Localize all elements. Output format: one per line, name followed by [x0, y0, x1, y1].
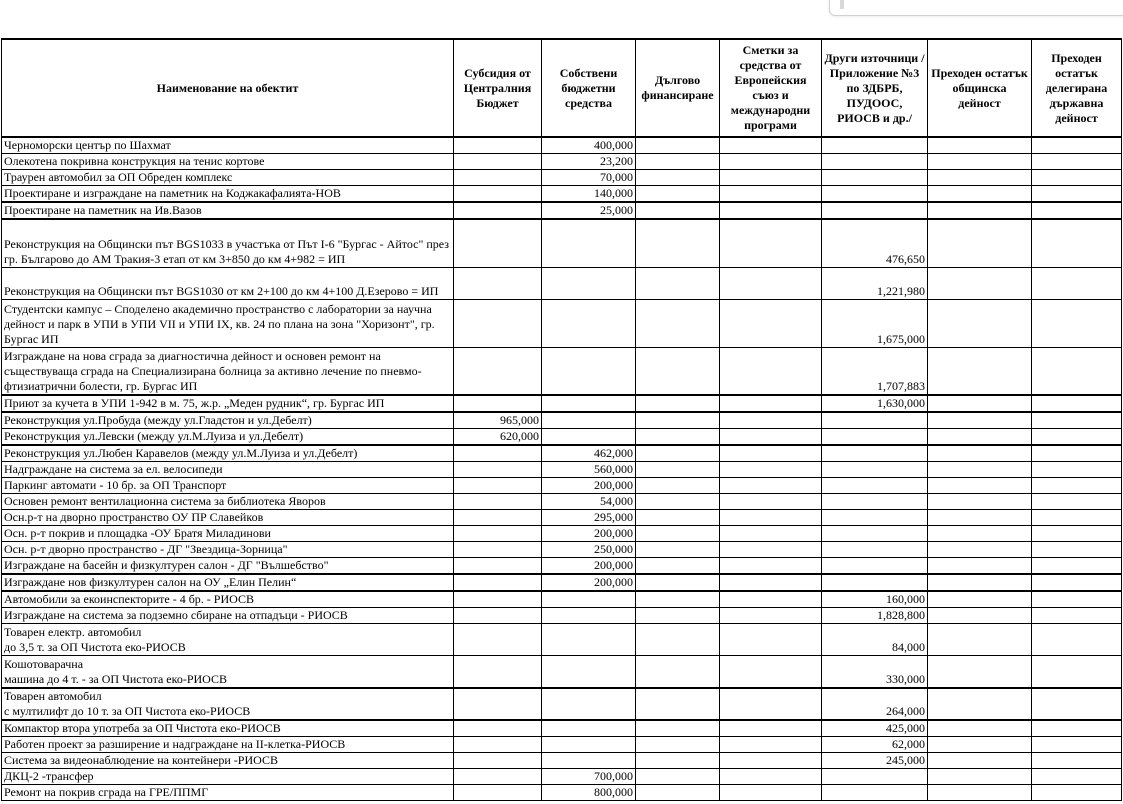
cell-transit-municipal	[928, 784, 1032, 800]
cell-other	[822, 768, 928, 784]
cell-debt	[636, 299, 720, 347]
cell-eu	[720, 526, 822, 542]
cell-transit-municipal	[928, 494, 1032, 510]
cell-own: 70,000	[542, 170, 636, 186]
budget-table	[1, 38, 1122, 801]
header-eu: Сметки за средства от Европейския съюз и международни програми	[720, 39, 822, 137]
cell-subsidy	[454, 219, 542, 267]
table-body	[2, 137, 1122, 800]
cell-other: 1,707,883	[822, 347, 928, 395]
cell-own: 295,000	[542, 510, 636, 526]
cell-transit-municipal	[928, 736, 1032, 752]
cell-transit-state	[1032, 526, 1122, 542]
cell-own: 462,000	[542, 445, 636, 462]
cell-transit-state	[1032, 137, 1122, 154]
table-row	[2, 478, 1122, 494]
cell-name: Реконструкция ул.Левски (между ул.М.Луиза и ул.Дебелт)	[2, 429, 454, 446]
cell-name: Изграждане нов физкултурен салон на ОУ „Елин Пелин“	[2, 574, 454, 591]
cell-own	[542, 656, 636, 688]
cell-debt	[636, 736, 720, 752]
cell-subsidy	[454, 445, 542, 462]
cell-debt	[636, 170, 720, 186]
cell-own	[542, 688, 636, 720]
cell-transit-state	[1032, 720, 1122, 737]
table-row	[2, 624, 1122, 656]
table-row	[2, 720, 1122, 737]
cell-other	[822, 494, 928, 510]
cell-eu	[720, 542, 822, 558]
cell-own	[542, 412, 636, 429]
cell-debt	[636, 154, 720, 170]
header-transit-municipal: Преходен остатък общинска дейност	[928, 39, 1032, 137]
cell-debt	[636, 526, 720, 542]
cell-debt	[636, 608, 720, 624]
table-row	[2, 510, 1122, 526]
cell-name: Траурен автомобил за ОП Обреден комплекс	[2, 170, 454, 186]
cell-transit-state	[1032, 202, 1122, 219]
cell-debt	[636, 688, 720, 720]
cell-transit-municipal	[928, 720, 1032, 737]
cell-eu	[720, 591, 822, 608]
cell-own: 400,000	[542, 137, 636, 154]
table-row	[2, 784, 1122, 800]
table-row	[2, 768, 1122, 784]
cell-debt	[636, 219, 720, 267]
cell-other: 160,000	[822, 591, 928, 608]
cell-debt	[636, 591, 720, 608]
cell-subsidy	[454, 688, 542, 720]
cell-debt	[636, 462, 720, 478]
table-row	[2, 574, 1122, 591]
cell-own: 25,000	[542, 202, 636, 219]
cell-name: Работен проект за разширение и надграждане на II-клетка-РИОСВ	[2, 736, 454, 752]
cell-subsidy	[454, 299, 542, 347]
cell-transit-municipal	[928, 608, 1032, 624]
cell-own: 200,000	[542, 478, 636, 494]
cell-transit-municipal	[928, 510, 1032, 526]
cell-subsidy	[454, 574, 542, 591]
cell-own: 23,200	[542, 154, 636, 170]
cell-debt	[636, 624, 720, 656]
cell-transit-state	[1032, 542, 1122, 558]
cell-name: Компактор втора употреба за ОП Чистота еко-РИОСВ	[2, 720, 454, 737]
cell-debt	[636, 137, 720, 154]
cell-transit-state	[1032, 510, 1122, 526]
table-row	[2, 429, 1122, 446]
cell-transit-state	[1032, 347, 1122, 395]
cell-eu	[720, 494, 822, 510]
cell-transit-state	[1032, 656, 1122, 688]
cell-transit-state	[1032, 170, 1122, 186]
header-row	[2, 39, 1122, 137]
cell-transit-state	[1032, 299, 1122, 347]
cell-transit-municipal	[928, 542, 1032, 558]
cell-transit-state	[1032, 445, 1122, 462]
cell-subsidy	[454, 347, 542, 395]
table-row	[2, 445, 1122, 462]
cell-other: 476,650	[822, 219, 928, 267]
cell-other: 84,000	[822, 624, 928, 656]
cell-subsidy	[454, 624, 542, 656]
cell-transit-municipal	[928, 526, 1032, 542]
cell-eu	[720, 186, 822, 203]
cell-transit-state	[1032, 574, 1122, 591]
cell-transit-state	[1032, 768, 1122, 784]
cell-subsidy	[454, 591, 542, 608]
cell-transit-municipal	[928, 186, 1032, 203]
find-divider	[840, 0, 844, 9]
cell-transit-state	[1032, 624, 1122, 656]
cell-other	[822, 202, 928, 219]
table-row	[2, 494, 1122, 510]
cell-other	[822, 137, 928, 154]
cell-other: 330,000	[822, 656, 928, 688]
cell-other	[822, 154, 928, 170]
cell-other	[822, 526, 928, 542]
cell-subsidy	[454, 736, 542, 752]
cell-eu	[720, 478, 822, 494]
cell-name: Товарен електр. автомобил до 3,5 т. за ОП Чистота еко-РИОСВ	[2, 624, 454, 656]
cell-name: ДКЦ-2 -трансфер	[2, 768, 454, 784]
cell-subsidy	[454, 478, 542, 494]
cell-subsidy	[454, 510, 542, 526]
cell-subsidy: 965,000	[454, 412, 542, 429]
cell-other	[822, 186, 928, 203]
cell-subsidy	[454, 137, 542, 154]
table-row	[2, 186, 1122, 203]
cell-other: 425,000	[822, 720, 928, 737]
cell-name: Студентски кампус – Споделено академично пространство с лаборатории за научна дейност и парк в УПИ в УПИ VII и УПИ IX, кв. 24 по плана на зона "Хоризонт", гр. Бургас ИП	[2, 299, 454, 347]
cell-debt	[636, 656, 720, 688]
cell-transit-state	[1032, 688, 1122, 720]
cell-name: Реконструкция ул.Любен Каравелов (между ул.М.Луиза и ул.Дебелт)	[2, 445, 454, 462]
table-row	[2, 267, 1122, 299]
cell-name: Осн. р-т покрив и площадка -ОУ Братя Миладинови	[2, 526, 454, 542]
cell-debt	[636, 768, 720, 784]
header-own: Собствени бюджетни средства	[542, 39, 636, 137]
table-row	[2, 752, 1122, 768]
cell-other: 62,000	[822, 736, 928, 752]
header-debt: Дългово финансиране	[636, 39, 720, 137]
cell-other	[822, 542, 928, 558]
cell-eu	[720, 137, 822, 154]
cell-own	[542, 624, 636, 656]
cell-transit-municipal	[928, 347, 1032, 395]
cell-transit-state	[1032, 784, 1122, 800]
cell-name: Изграждане на басейн и физкултурен салон - ДГ "Вълшебство"	[2, 558, 454, 575]
cell-subsidy	[454, 768, 542, 784]
cell-other: 1,675,000	[822, 299, 928, 347]
cell-subsidy	[454, 558, 542, 575]
cell-name: Изграждане на нова сграда за диагностична дейност и основен ремонт на съществуваща сграда на Специализирана болница за активно лечение по пневмо-фтизиатрични болести, гр. Бургас ИП	[2, 347, 454, 395]
find-text-input[interactable]	[829, 0, 1123, 16]
header-transit-state: Преходен остатък делегирана държавна дейност	[1032, 39, 1122, 137]
cell-other: 1,221,980	[822, 267, 928, 299]
table-row	[2, 688, 1122, 720]
cell-name: Проектиране и изграждане на паметник на Коджакафалията-НОВ	[2, 186, 454, 203]
cell-debt	[636, 267, 720, 299]
cell-own	[542, 395, 636, 412]
cell-other	[822, 445, 928, 462]
cell-other	[822, 412, 928, 429]
cell-other: 1,630,000	[822, 395, 928, 412]
cell-eu	[720, 608, 822, 624]
cell-eu	[720, 558, 822, 575]
cell-transit-state	[1032, 429, 1122, 446]
cell-debt	[636, 510, 720, 526]
cell-eu	[720, 429, 822, 446]
cell-transit-state	[1032, 186, 1122, 203]
cell-transit-state	[1032, 558, 1122, 575]
cell-eu	[720, 347, 822, 395]
table-row	[2, 542, 1122, 558]
cell-own: 250,000	[542, 542, 636, 558]
table-row	[2, 412, 1122, 429]
cell-transit-municipal	[928, 656, 1032, 688]
table-row	[2, 299, 1122, 347]
cell-transit-municipal	[928, 202, 1032, 219]
cell-transit-state	[1032, 462, 1122, 478]
cell-transit-municipal	[928, 429, 1032, 446]
cell-name: Олекотена покривна конструкция на тенис кортове	[2, 154, 454, 170]
cell-eu	[720, 299, 822, 347]
cell-debt	[636, 395, 720, 412]
cell-name: Черноморски център по Шахмат	[2, 137, 454, 154]
cell-transit-municipal	[928, 752, 1032, 768]
cell-subsidy	[454, 784, 542, 800]
cell-transit-state	[1032, 219, 1122, 267]
cell-debt	[636, 186, 720, 203]
cell-debt	[636, 558, 720, 575]
cell-eu	[720, 574, 822, 591]
cell-name: Паркинг автомати - 10 бр. за ОП Транспорт	[2, 478, 454, 494]
header-subsidy: Субсидия от Централния Бюджет	[454, 39, 542, 137]
cell-own: 200,000	[542, 574, 636, 591]
cell-transit-municipal	[928, 395, 1032, 412]
cell-eu	[720, 170, 822, 186]
cell-other	[822, 170, 928, 186]
cell-own	[542, 219, 636, 267]
table-row	[2, 395, 1122, 412]
cell-name: Автомобили за екоинспекторите - 4 бр. - РИОСВ	[2, 591, 454, 608]
cell-own: 200,000	[542, 526, 636, 542]
table-row	[2, 558, 1122, 575]
cell-transit-state	[1032, 608, 1122, 624]
cell-transit-municipal	[928, 445, 1032, 462]
cell-subsidy	[454, 186, 542, 203]
cell-subsidy	[454, 267, 542, 299]
cell-debt	[636, 202, 720, 219]
cell-subsidy	[454, 494, 542, 510]
cell-debt	[636, 784, 720, 800]
cell-own	[542, 591, 636, 608]
cell-name: Реконструкция на Общински път BGS1033 в участъка от Път I-6 "Бургас - Айтос" през гр. Българово до АМ Тракия-3 етап от км 3+850 до км 4+982 = ИП	[2, 219, 454, 267]
cell-eu	[720, 219, 822, 267]
cell-transit-municipal	[928, 299, 1032, 347]
cell-name: Надграждане на система за ел. велосипеди	[2, 462, 454, 478]
cell-other	[822, 784, 928, 800]
cell-own	[542, 347, 636, 395]
table-row	[2, 154, 1122, 170]
cell-subsidy	[454, 656, 542, 688]
cell-debt	[636, 752, 720, 768]
header-name: Наименование на обектит	[2, 39, 454, 137]
table-row	[2, 137, 1122, 154]
cell-subsidy	[454, 462, 542, 478]
cell-name: Проектиране на паметник на Ив.Вазов	[2, 202, 454, 219]
cell-subsidy: 620,000	[454, 429, 542, 446]
cell-transit-municipal	[928, 170, 1032, 186]
cell-name: Реконструкция на Общински път BGS1030 от км 2+100 до км 4+100 Д.Езерово = ИП	[2, 267, 454, 299]
cell-debt	[636, 412, 720, 429]
cell-subsidy	[454, 752, 542, 768]
cell-transit-state	[1032, 267, 1122, 299]
cell-debt	[636, 574, 720, 591]
cell-own: 700,000	[542, 768, 636, 784]
cell-subsidy	[454, 395, 542, 412]
cell-eu	[720, 412, 822, 429]
header-other: Други източници /Приложение №3 по ЗДБРБ, ПУДООС, РИОСВ и др./	[822, 39, 928, 137]
cell-eu	[720, 510, 822, 526]
cell-other	[822, 429, 928, 446]
cell-own: 800,000	[542, 784, 636, 800]
cell-other	[822, 510, 928, 526]
cell-transit-municipal	[928, 558, 1032, 575]
cell-other	[822, 462, 928, 478]
cell-eu	[720, 784, 822, 800]
cell-other	[822, 478, 928, 494]
cell-name: Основен ремонт вентилационна система за библиотека Яворов	[2, 494, 454, 510]
cell-name: Реконструкция ул.Пробуда (между ул.Гладстон и ул.Дебелт)	[2, 412, 454, 429]
cell-debt	[636, 445, 720, 462]
table-row	[2, 608, 1122, 624]
cell-transit-state	[1032, 752, 1122, 768]
cell-debt	[636, 478, 720, 494]
table-row	[2, 347, 1122, 395]
cell-name: Товарен автомобил с мултилифт до 10 т. за ОП Чистота еко-РИОСВ	[2, 688, 454, 720]
cell-own	[542, 752, 636, 768]
cell-name: Осн.р-т на дворно пространство ОУ ПР Славейков	[2, 510, 454, 526]
cell-eu	[720, 462, 822, 478]
cell-transit-state	[1032, 494, 1122, 510]
cell-subsidy	[454, 202, 542, 219]
cell-subsidy	[454, 154, 542, 170]
cell-debt	[636, 542, 720, 558]
cell-debt	[636, 347, 720, 395]
cell-transit-state	[1032, 395, 1122, 412]
cell-name: Изграждане на система за подземно сбиране на отпадъци - РИОСВ	[2, 608, 454, 624]
cell-transit-municipal	[928, 412, 1032, 429]
cell-transit-state	[1032, 591, 1122, 608]
cell-own: 54,000	[542, 494, 636, 510]
cell-transit-state	[1032, 478, 1122, 494]
cell-transit-municipal	[928, 591, 1032, 608]
cell-own: 140,000	[542, 186, 636, 203]
cell-own: 200,000	[542, 558, 636, 575]
cell-debt	[636, 429, 720, 446]
cell-own	[542, 267, 636, 299]
cell-other	[822, 574, 928, 591]
cell-transit-municipal	[928, 478, 1032, 494]
cell-name: Осн. р-т дворно пространство - ДГ "Звездица-Зорница"	[2, 542, 454, 558]
cell-eu	[720, 154, 822, 170]
cell-eu	[720, 688, 822, 720]
cell-eu	[720, 624, 822, 656]
cell-debt	[636, 494, 720, 510]
cell-transit-state	[1032, 736, 1122, 752]
cell-subsidy	[454, 720, 542, 737]
cell-transit-municipal	[928, 624, 1032, 656]
cell-subsidy	[454, 542, 542, 558]
cell-name: Ремонт на покрив сграда на ГРЕ/ППМГ	[2, 784, 454, 800]
table-row	[2, 170, 1122, 186]
cell-eu	[720, 395, 822, 412]
cell-transit-municipal	[928, 768, 1032, 784]
table-row	[2, 219, 1122, 267]
cell-transit-municipal	[928, 574, 1032, 591]
cell-own	[542, 736, 636, 752]
cell-eu	[720, 656, 822, 688]
table-row	[2, 202, 1122, 219]
cell-transit-state	[1032, 412, 1122, 429]
cell-other	[822, 558, 928, 575]
cell-own: 560,000	[542, 462, 636, 478]
table-row	[2, 656, 1122, 688]
table-row	[2, 462, 1122, 478]
cell-name: Система за видеонаблюдение на контейнери -РИОСВ	[2, 752, 454, 768]
cell-transit-state	[1032, 154, 1122, 170]
table-row	[2, 526, 1122, 542]
cell-eu	[720, 202, 822, 219]
cell-eu	[720, 768, 822, 784]
cell-own	[542, 299, 636, 347]
cell-name: Кошотоварачна машина до 4 т. - за ОП Чистота еко-РИОСВ	[2, 656, 454, 688]
cell-transit-municipal	[928, 219, 1032, 267]
cell-subsidy	[454, 170, 542, 186]
cell-transit-municipal	[928, 137, 1032, 154]
cell-eu	[720, 445, 822, 462]
cell-own	[542, 720, 636, 737]
cell-own	[542, 429, 636, 446]
cell-subsidy	[454, 526, 542, 542]
cell-transit-municipal	[928, 267, 1032, 299]
table-row	[2, 591, 1122, 608]
cell-eu	[720, 267, 822, 299]
cell-transit-municipal	[928, 154, 1032, 170]
cell-name: Приют за кучета в УПИ 1-942 в м. 75, ж.р. „Меден рудник“, гр. Бургас ИП	[2, 395, 454, 412]
cell-other: 264,000	[822, 688, 928, 720]
cell-transit-municipal	[928, 688, 1032, 720]
cell-debt	[636, 720, 720, 737]
cell-subsidy	[454, 608, 542, 624]
table-row	[2, 736, 1122, 752]
cell-eu	[720, 720, 822, 737]
cell-eu	[720, 752, 822, 768]
cell-eu	[720, 736, 822, 752]
cell-own	[542, 608, 636, 624]
cell-transit-municipal	[928, 462, 1032, 478]
cell-other: 245,000	[822, 752, 928, 768]
cell-other: 1,828,800	[822, 608, 928, 624]
